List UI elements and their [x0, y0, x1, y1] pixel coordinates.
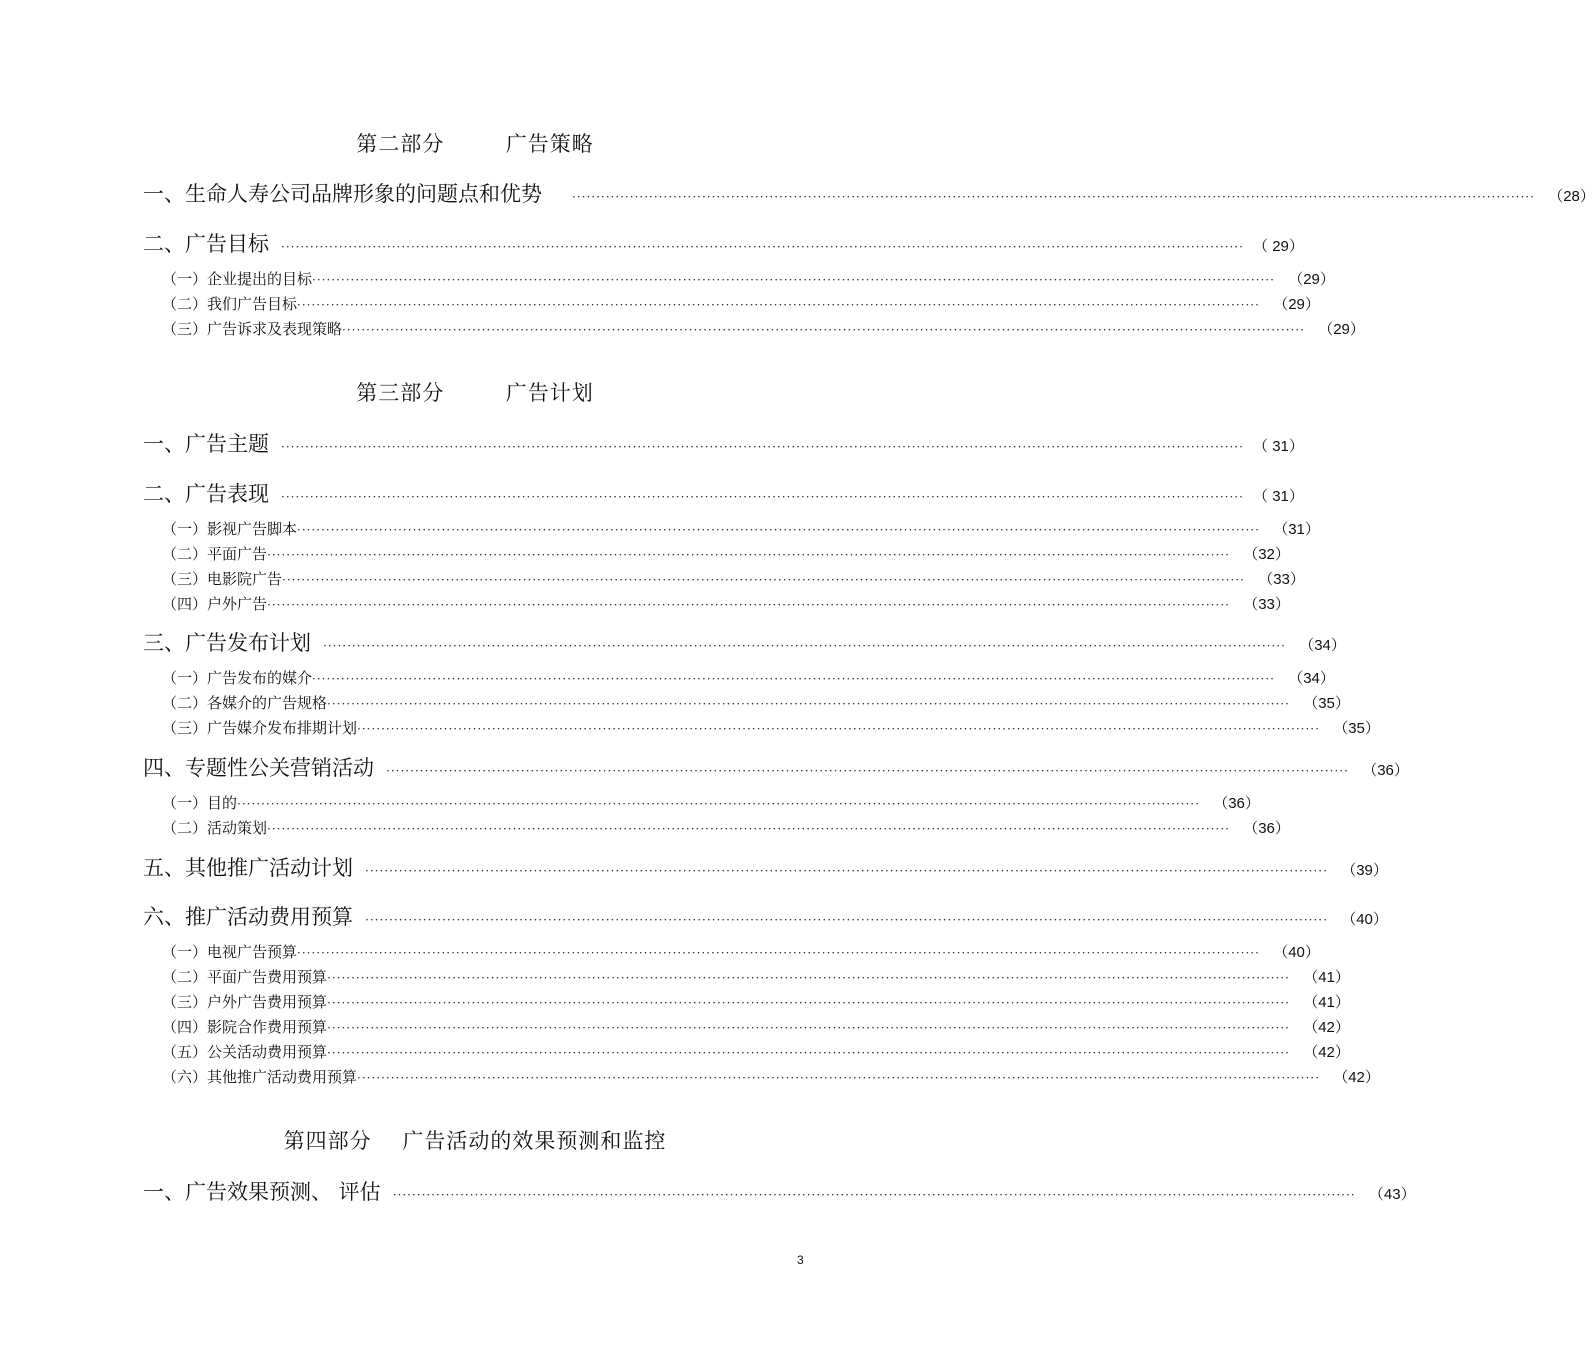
- toc-entry-label: （五）公关活动费用预算: [162, 1043, 328, 1061]
- leader-dots: ········································································································································································································: [237, 797, 1200, 811]
- toc-page-ref: （33）: [1243, 596, 1290, 613]
- toc-entry-label: （三）户外广告费用预算: [162, 993, 328, 1011]
- toc-sub-entry: [162, 1041, 1350, 1062]
- page-number: 3: [797, 1253, 804, 1267]
- toc-sub-entry: [162, 568, 1305, 589]
- toc-page-ref: （36）: [1362, 762, 1409, 779]
- toc-entry-label: （一）广告发布的媒介: [162, 669, 313, 687]
- toc-entry-label: （四）户外广告: [162, 595, 268, 613]
- toc-entry-label: 二、广告目标: [143, 232, 269, 256]
- toc-page-ref: （42）: [1303, 1044, 1350, 1061]
- leader-dots: ········································································································································································································: [327, 1046, 1290, 1060]
- toc-sub-entry: [162, 817, 1290, 838]
- section-heading: 第二部分 广告策略: [356, 132, 594, 156]
- toc-page-ref: （35）: [1333, 720, 1380, 737]
- toc-entry-label: （三）广告媒介发布排期计划: [162, 719, 358, 737]
- leader-dots: ········································································································································································································: [572, 190, 1535, 204]
- toc-page-ref: （ 31）: [1253, 438, 1304, 455]
- toc-entry-label: （三）电影院广告: [162, 570, 283, 588]
- toc-entry-label: （一）企业提出的目标: [162, 270, 313, 288]
- leader-dots: ········································································································································································································: [342, 323, 1305, 337]
- toc-entry-label: （二）平面广告: [162, 545, 268, 563]
- toc-page-ref: （ 31）: [1253, 488, 1304, 505]
- toc-page-ref: （ 29）: [1253, 238, 1304, 255]
- toc-entry-label: 二、广告表现: [143, 482, 269, 506]
- leader-dots: ········································································································································································································: [392, 1188, 1356, 1202]
- toc-main-entry: [143, 178, 1595, 208]
- toc-sub-entry: [162, 1066, 1380, 1087]
- toc-main-entry: [143, 901, 1388, 931]
- toc-sub-entry: [162, 293, 1320, 314]
- leader-dots: ········································································································································································································: [386, 764, 1349, 778]
- toc-entry-label: 三、广告发布计划: [143, 631, 311, 655]
- toc-main-entry: [143, 1176, 1416, 1206]
- toc-page-ref: （31）: [1273, 521, 1320, 538]
- toc-main-entry: [143, 752, 1409, 782]
- toc-sub-entry: [162, 966, 1350, 987]
- leader-dots: ········································································································································································································: [267, 598, 1230, 612]
- toc-page-ref: （40）: [1273, 944, 1320, 961]
- toc-entry-label: （二）我们广告目标: [162, 295, 298, 313]
- toc-entry-label: 一、生命人寿公司品牌形象的问题点和优势: [143, 182, 542, 206]
- leader-dots: ········································································································································································································: [282, 573, 1245, 587]
- toc-sub-entry: [162, 1016, 1350, 1037]
- leader-dots: ········································································································································································································: [281, 490, 1244, 504]
- toc-sub-entry: [162, 543, 1290, 564]
- toc-page-ref: （35）: [1303, 695, 1350, 712]
- toc-page-ref: （34）: [1288, 670, 1335, 687]
- toc-sub-entry: [162, 268, 1335, 289]
- toc-page-ref: （32）: [1243, 546, 1290, 563]
- leader-dots: ········································································································································································································: [281, 440, 1244, 454]
- section-heading: 第四部分 广告活动的效果预测和监控: [283, 1129, 667, 1153]
- toc-page-ref: （42）: [1333, 1069, 1380, 1086]
- toc-entry-label: 四、专题性公关营销活动: [143, 756, 374, 780]
- toc-page-ref: （29）: [1318, 321, 1365, 338]
- toc-sub-entry: [162, 692, 1350, 713]
- leader-dots: ········································································································································································································: [327, 697, 1290, 711]
- leader-dots: ········································································································································································································: [327, 996, 1290, 1010]
- leader-dots: ········································································································································································································: [327, 1021, 1290, 1035]
- toc-entry-label: （二）活动策划: [162, 819, 268, 837]
- toc-page-ref: （42）: [1303, 1019, 1350, 1036]
- toc-sub-entry: [162, 941, 1320, 962]
- toc-entry-label: 一、广告主题: [143, 432, 269, 456]
- toc-sub-entry: [162, 717, 1380, 738]
- toc-entry-label: 一、广告效果预测、 评估: [143, 1180, 381, 1204]
- toc-page-ref: （40）: [1341, 911, 1388, 928]
- toc-main-entry: [143, 627, 1346, 657]
- leader-dots: ········································································································································································································: [312, 273, 1275, 287]
- leader-dots: ········································································································································································································: [327, 971, 1290, 985]
- toc-page-ref: （36）: [1213, 795, 1260, 812]
- toc-main-entry: [143, 228, 1304, 258]
- section-heading: 第三部分 广告计划: [356, 381, 594, 405]
- leader-dots: ········································································································································································································: [312, 672, 1275, 686]
- toc-entry-label: （二）各媒介的广告规格: [162, 694, 328, 712]
- leader-dots: ········································································································································································································: [357, 722, 1320, 736]
- toc-sub-entry: [162, 792, 1260, 813]
- toc-page-ref: （28）: [1548, 188, 1595, 205]
- toc-sub-entry: [162, 593, 1290, 614]
- toc-sub-entry: [162, 667, 1335, 688]
- leader-dots: ········································································································································································································: [297, 946, 1260, 960]
- toc-entry-label: （六）其他推广活动费用预算: [162, 1068, 358, 1086]
- toc-page-ref: （33）: [1258, 571, 1305, 588]
- leader-dots: ········································································································································································································: [281, 240, 1244, 254]
- leader-dots: ········································································································································································································: [357, 1071, 1320, 1085]
- leader-dots: ········································································································································································································: [365, 913, 1328, 927]
- leader-dots: ········································································································································································································: [297, 298, 1260, 312]
- toc-main-entry: [143, 428, 1304, 458]
- toc-main-entry: [143, 478, 1304, 508]
- toc-page-ref: （41）: [1303, 994, 1350, 1011]
- leader-dots: ········································································································································································································: [323, 639, 1286, 653]
- toc-page-ref: （41）: [1303, 969, 1350, 986]
- toc-sub-entry: [162, 991, 1350, 1012]
- toc-main-entry: [143, 852, 1388, 882]
- leader-dots: ········································································································································································································: [267, 548, 1230, 562]
- toc-entry-label: （一）影视广告脚本: [162, 520, 298, 538]
- toc-page-ref: （29）: [1273, 296, 1320, 313]
- toc-entry-label: 五、其他推广活动计划: [143, 856, 353, 880]
- leader-dots: ········································································································································································································: [365, 864, 1328, 878]
- toc-entry-label: （一）电视广告预算: [162, 943, 298, 961]
- toc-page-ref: （36）: [1243, 820, 1290, 837]
- toc-entry-label: （一）目的: [162, 794, 238, 812]
- toc-sub-entry: [162, 318, 1365, 339]
- toc-page-ref: （39）: [1341, 862, 1388, 879]
- toc-sub-entry: [162, 518, 1320, 539]
- leader-dots: ········································································································································································································: [267, 822, 1230, 836]
- toc-entry-label: （四）影院合作费用预算: [162, 1018, 328, 1036]
- leader-dots: ········································································································································································································: [297, 523, 1260, 537]
- toc-page-ref: （29）: [1288, 271, 1335, 288]
- toc-entry-label: （二）平面广告费用预算: [162, 968, 328, 986]
- toc-page-ref: （43）: [1368, 1186, 1416, 1203]
- toc-page-ref: （34）: [1299, 637, 1346, 654]
- toc-entry-label: （三）广告诉求及表现策略: [162, 320, 343, 338]
- toc-entry-label: 六、推广活动费用预算: [143, 905, 353, 929]
